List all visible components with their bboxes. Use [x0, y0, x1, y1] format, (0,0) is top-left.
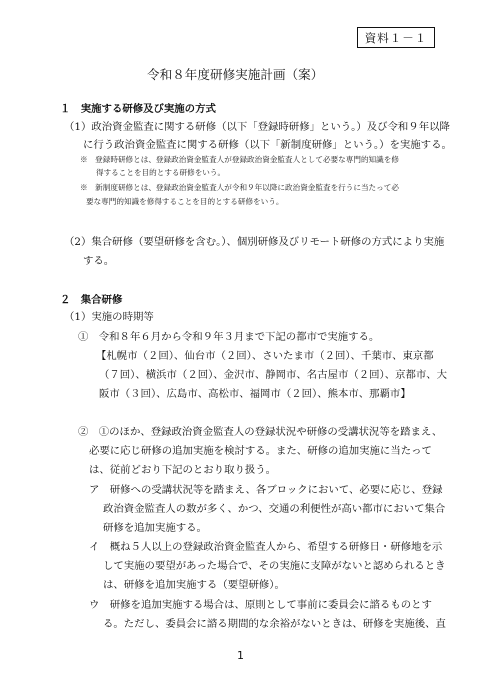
section2-heading: ２ 集合研修 [60, 294, 123, 306]
s2-c1-cities2: （７回）、横浜市（２回）、金沢市、静岡市、名古屋市（２回）、京都市、大 [99, 369, 448, 381]
s2-sub1: （1）実施の時期等 [64, 311, 154, 323]
s2-a-line3: 研修を追加実施する。 [103, 522, 207, 534]
page-number: 1 [237, 649, 244, 662]
s2-i-line2: して実施の要望があった場合で、その実施に支障がないと認められるとき [103, 560, 446, 572]
s2-c2-line1: ② ①のほか、登録政治資金監査人の登録状況や研修の受講状況等を踏まえ、 [78, 426, 443, 438]
s1-note2-line1: ※ 新制度研修とは、登録政治資金監査人が令和９年以降に政治資金監査を行うに当たって必 [80, 183, 399, 192]
page-title: 令和８年度研修実施計画（案） [147, 67, 324, 82]
s1-note1-line1: ※ 登録時研修とは、登録政治資金監査人が登録政治資金監査人として必要な専門的知識を修 [80, 155, 399, 164]
s2-i-line3: は、研修を追加実施する（要望研修）。 [103, 579, 285, 591]
s2-c1-cities1: 【札幌市（２回）、仙台市（２回）、さいたま市（２回）、千葉市、東京都 [96, 350, 434, 362]
s2-a-line2: 政治資金監査人の数が多く、かつ、交通の利便性が高い都市において集合 [103, 503, 446, 515]
s2-a-line1: ア 研修への受講状況等を踏まえ、各ブロックにおいて、必要に応じ、登録 [89, 484, 443, 496]
s1-item2-line2: する。 [83, 255, 115, 267]
document-label-box [357, 27, 435, 48]
s1-item1-line1: （1）政治資金監査に関する研修（以下「登録時研修」という。）及び令和９年以降 [64, 121, 450, 133]
s2-c1-cities3: 阪市（３回）、広島市、高松市、福岡市（２回）、熊本市、那覇市】 [99, 388, 411, 400]
s2-u-line1: ウ 研修を追加実施する場合は、原則として事前に委員会に諮るものとす [89, 599, 432, 611]
s2-c2-line2: 必要に応じ研修の追加実施を検討する。また、研修の追加実施に当たって [89, 445, 432, 457]
s1-note1-line2: 得することを目的とする研修をいう。 [96, 168, 226, 177]
s1-item1-line2: に行う政治資金監査に関する研修（以下「新制度研修」という。）を実施する。 [83, 139, 452, 151]
document-label: 資料１－１ [364, 30, 428, 45]
s2-u-line2: る。ただし、委員会に諮る期間的な余裕がないときは、研修を実施後、直 [103, 618, 446, 630]
s1-item2-line1: （2）集合研修（要望研修を含む。）、個別研修及びリモート研修の方式により実施 [64, 236, 445, 248]
s1-note2-line2: 要な専門的知識を修得することを目的とする研修をいう。 [86, 197, 284, 206]
s2-i-line1: イ 概ね５人以上の登録政治資金監査人から、希望する研修日・研修地を示 [89, 541, 443, 553]
s2-c2-line3: は、従前どおり下記のとおり取り扱う。 [89, 464, 277, 476]
section1-heading: １ 実施する研修及び実施の方式 [60, 103, 216, 115]
s2-c1-line1: ① 令和８年６月から令和９年３月まで下記の都市で実施する。 [78, 331, 380, 343]
